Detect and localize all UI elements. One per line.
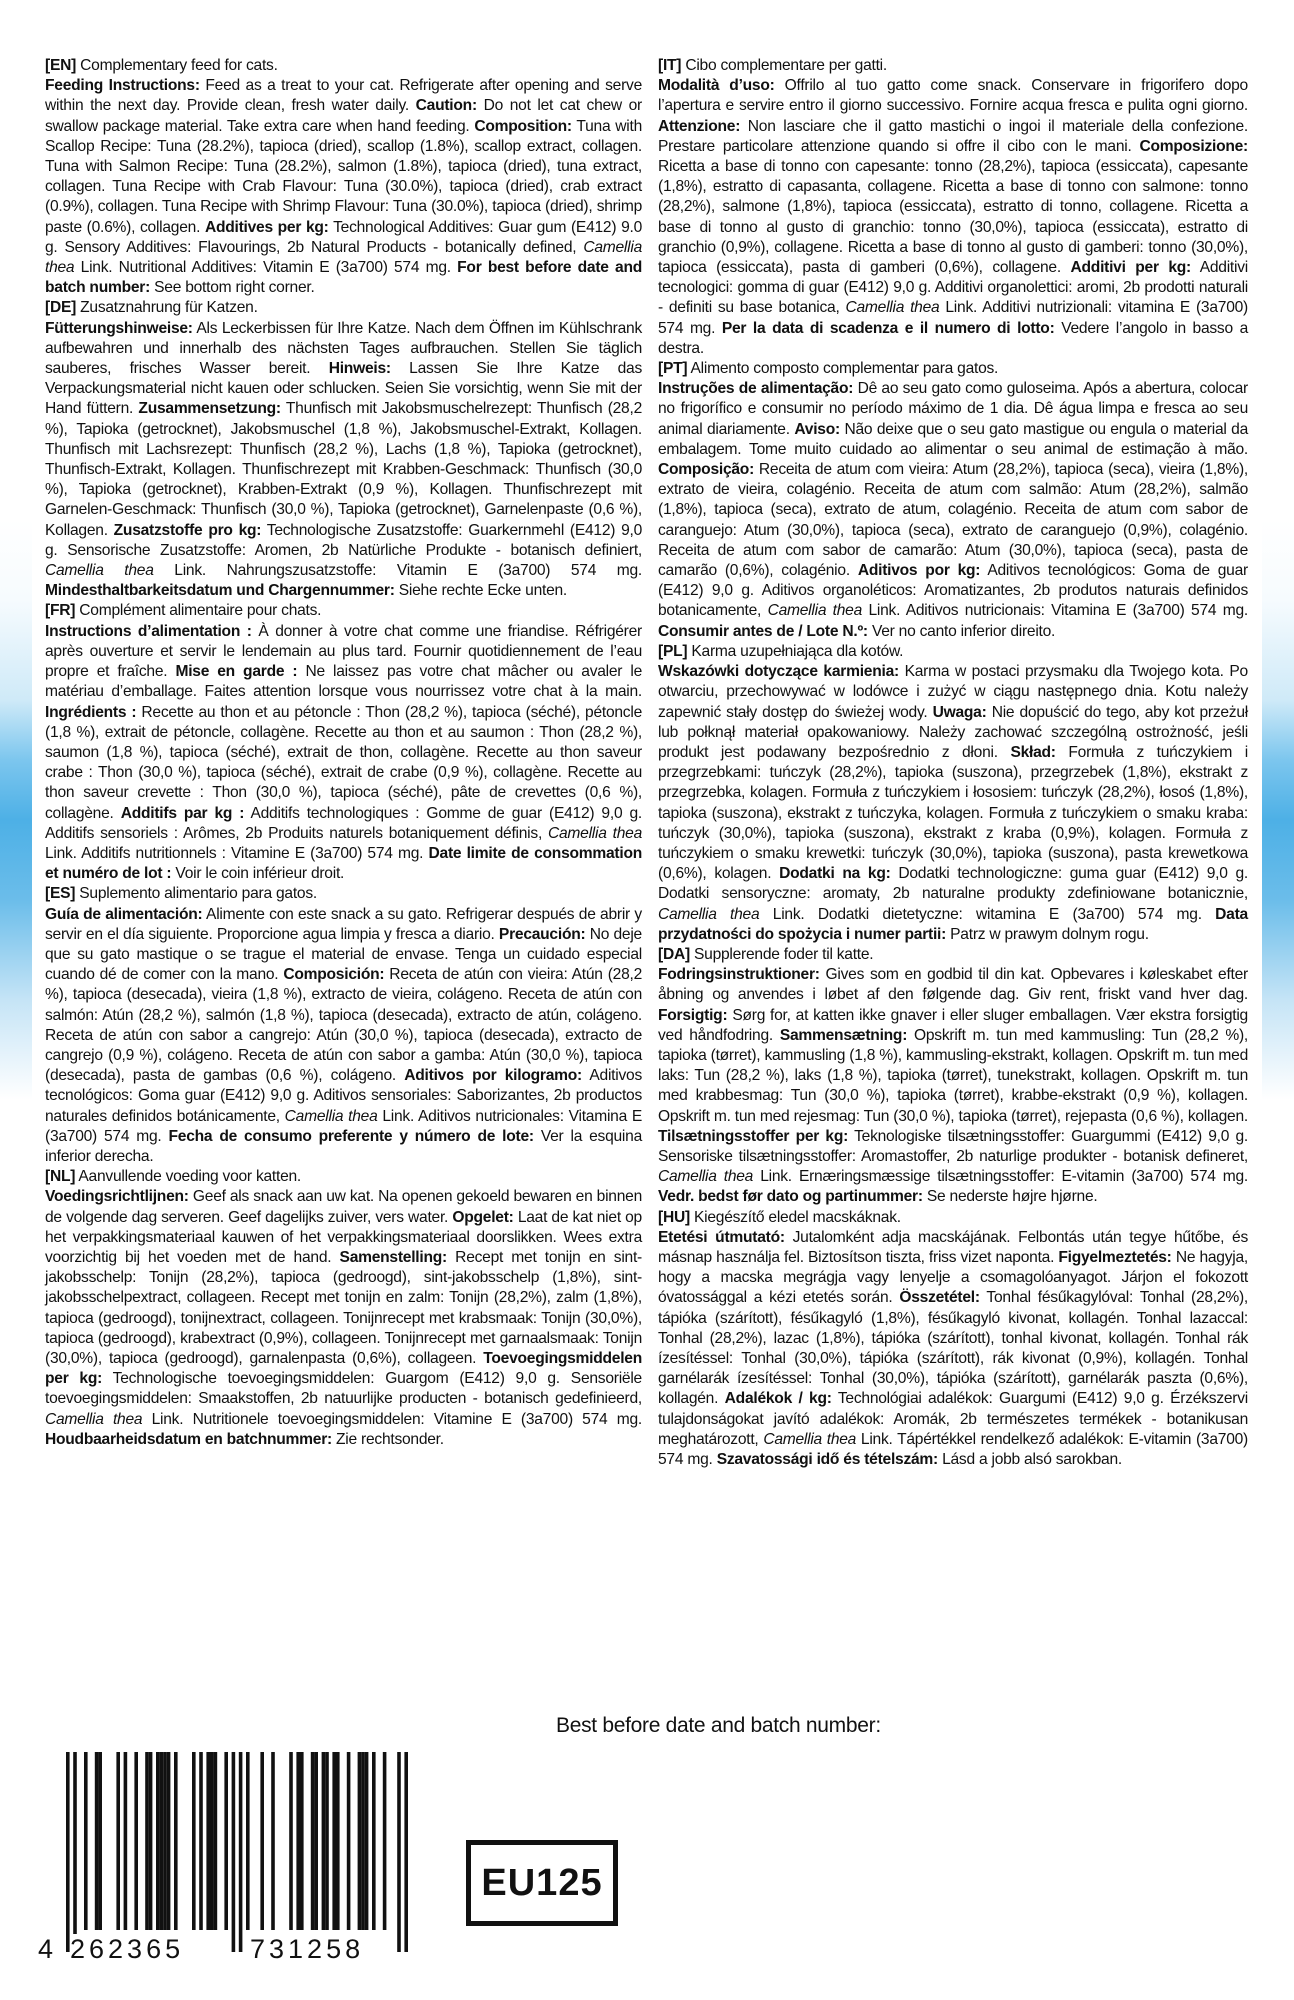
section-de-heading: Zusatzstoffe pro kg: [113,521,262,539]
section-fr [45,601,642,884]
section-es-text: Ver la esquina inferior derecha. [45,1127,642,1165]
section-pt-text: Não deixe que o seu gato mastigue ou engula o material da embalagem. Tome muito cuidado ao alimentar o seu animal de estimação à mão. [658,420,1248,458]
section-pl-heading: Uwaga: [932,703,987,721]
section-es-heading: Guía de alimentación: [45,905,203,923]
eu-code: EU125 [481,1861,603,1904]
section-da-text: Gives som en godbid til din kat. Opbevares i køleskabet efter åbning og anvendes i løbet af den følgende dag. Giv rent, friskt vand hver dag. [658,966,1248,1004]
section-es-heading: Precaución: [498,925,586,943]
section-hu-heading: Szavatossági idő és tételszám: [716,1451,938,1469]
section-it-text: Non lasciare che il gatto mastichi o ingoi il materiale della confezione. Prestare particolare attenzione quando si offre il cibo con le mani. [658,117,1248,155]
barcode-bar [358,1752,362,1930]
barcode-bar [214,1752,218,1930]
section-pt-heading: Aditivos por kg: [857,562,981,580]
barcode-bar [145,1752,149,1930]
section-de-text: Lassen Sie Ihre Katze das Verpackungsmaterial nicht kauen oder schlucken. Seien Sie vorsichtig, wenn Sie mit der Hand füttern. [45,360,643,418]
section-pl [658,642,1248,945]
section-nl-heading: Opgelet: [452,1208,514,1226]
barcode [36,1752,424,1962]
section-nl-heading: Toevoegingsmiddelen per kg: [45,1350,642,1388]
section-es-heading: [ES] [45,885,76,903]
section-de-text: Link. Nahrungszusatzstoffe: Vitamin E (3a700) 574 mg. [153,562,642,580]
section-pt-heading: Aviso: [794,420,840,438]
section-it-text: Offrilo al tuo gatto come snack. Conservare in frigorifero dopo l’apertura e servire entro il giorno successivo. Fornire acqua fresca e pulita ogni giorno. [658,77,1248,115]
section-nl-heading: Samenstelling: [339,1248,447,1266]
barcode-bars [36,1752,424,1962]
barcode-bar [246,1752,250,1930]
right-text-column [658,56,1248,1470]
section-nl-text: Technologische toevoegingsmiddelen: Guargom (E412) 9,0 g. Sensoriële toevoegingsmiddelen: Smaakstoffen, 2b natuurlijke producten - botanisch gedefinieerd, [45,1370,642,1408]
section-it-text: Ricetta a base di tonno con capesante: tonno (28,2%), tapioca (essiccata), capesante (1,8%), estratto di capasanta, collagene. Ricetta a base di tonno con salmone: tonno (28,2%), salmone (1,8%), tapioca (essiccata), estratto di tonno, collagene. Ricetta a base di tonno al gusto di granchio: tonno (30,0%), tapioca (essiccata), estratto di granchio (0,9%), collagene. Ricetta a base di tonno al gusto di gamberi: tonno (30,0%), tapioca (essiccata), pasta di gamberi (0,6%), collagene. [658,158,1248,277]
section-hu [658,1208,1248,1471]
section-hu-text: Jutalomként adja macskájának. Felbontás után tegye hűtőbe, és másnap használja fel. Biztosítson tiszta, friss vizet naponta. [658,1228,1248,1266]
left-text-column [45,56,642,1450]
species-name: Camellia thea [45,562,154,580]
section-pt-text: Link. Aditivos nutricionais: Vitamina E (3a700) 574 mg. [862,602,1248,620]
section-pl-text: Dodatki technologiczne: guma guar (E412) 9,0 g. Dodatki sensoryczne: aromaty, 2b naturalne produkty zdefiniowane botanicznie, [658,865,1248,903]
barcode-bar [224,1752,228,1930]
section-en-heading: Composition: [474,117,572,135]
section-es-text: Aditivos tecnológicos: Goma guar (E412) 9,0 g. Aditivos sensoriales: Saborizantes, 2b productos naturales definidos botánicamente, [45,1067,642,1125]
barcode-left-group: 262365 [70,1934,185,1964]
section-pl-heading: Dodatki na kg: [779,865,891,883]
section-pl-heading: [PL] [658,642,688,660]
section-fr-text: Voir le coin inférieur droit. [171,865,345,883]
barcode-bar [192,1752,196,1930]
section-en-text: See bottom right corner. [150,279,315,297]
section-nl-heading: [NL] [45,1168,76,1186]
section-da-heading: Tilsætningsstoffer per kg: [658,1127,849,1145]
species-name: Camellia thea [284,1107,378,1125]
section-da-heading: [DA] [658,945,690,963]
barcode-bar [271,1752,275,1930]
section-hu-heading: Összetétel: [899,1289,980,1307]
section-es-text: Receta de atún con vieira: Atún (28,2 %), tapioca (desecada), vieira (1,8 %), extracto de vieira, colágeno. Receta de atún con salmón: Atún (28,2 %), salmón (1,8 %), tapioca (desecada), extracto de atún, colágeno. Receta de atún con sabor a cangrejo: Atún (30,0 %), tapioca (desecada), extracto de cangrejo (0,9 %), colágeno. Receta de atún con sabor a gamba: Atún (30,0 %), tapioca (desecada), pasta de gambas (0,6 %), colágeno. [45,966,642,1085]
barcode-bar [361,1752,365,1930]
section-en-heading: Caution: [415,97,477,115]
section-fr-text: Ne laissez pas votre chat mâcher ou avaler le matériau d’emballage. Faites attention lorsque vous nourrissez votre chat à la main. [45,663,642,701]
section-pt-text: Alimento composto complementar para gatos. [687,360,999,378]
section-hu-text: Link. Tápértékkel rendelkező adalékok: E-vitamin (3a700) 574 mg. [658,1430,1248,1469]
section-it [658,56,1248,359]
section-nl-text: Aanvullende voeding voor katten. [75,1168,302,1186]
barcode-bar [372,1752,376,1930]
section-it-heading: [IT] [658,57,682,74]
section-en-heading: [EN] [45,57,77,74]
section-de-text: Thunfisch mit Jakobsmuschelrezept: Thunfisch (28,2 %), Tapioka (getrocknet), Jakobsmuschel (1,8 %), Jakobsmuschel-Extrakt, Kollagen. Thunfisch mit Lachsrezept: Thunfisch (28,2 %), Lachs (1,8 %), Tapioka (getrocknet), Thunfisch-Extrakt, Kollagen. Thunfischrezept mit Krabben-Geschmack: Thunfisch (30,0 %), Tapioka (getrocknet), Krabben-Extrakt (0,9 %), Kollagen. Thunfischrezept mit Garnelen-Geschmack: Thunfisch (30,0 %), Tapioka (getrocknet), Garnelenpaste (0,6 %), Kollagen. [45,400,642,539]
section-pl-heading: Wskazówki dotyczące karmienia: [658,663,899,681]
section-fr-text: Complément alimentaire pour chats. [75,602,322,620]
barcode-right-group: 731258 [250,1934,365,1964]
barcode-bar [311,1752,315,1930]
barcode-bar [336,1752,340,1930]
section-it-heading: Additivi per kg: [1070,259,1191,277]
barcode-bar [134,1752,138,1930]
section-pl-text: Karma uzupełniająca dla kotów. [687,642,904,660]
barcode-bar [156,1752,160,1930]
section-hu-heading: Etetési útmutató: [658,1228,785,1246]
barcode-bar [174,1752,178,1930]
section-es-text: Link. Aditivos nutricionales: Vitamina E (3a700) 574 mg. [45,1107,642,1145]
barcode-bar [347,1752,351,1930]
section-fr-heading: Instructions d’alimentation : [45,622,252,640]
section-es [45,884,642,1167]
best-before-label: Best before date and batch number: [556,1714,881,1737]
section-pt-text: Aditivos tecnológicos: Goma de guar (E412) 9,0 g. Aditivos organoléticos: Aromatizantes, 2b produtos naturais definidos botanicamente, [658,562,1248,620]
barcode-bar [163,1752,167,1930]
barcode-bar [289,1752,293,1930]
barcode-bar [199,1752,203,1930]
barcode-bar [300,1752,304,1930]
section-fr-heading: Ingrédients : [45,703,137,721]
section-pl-text: Formuła z tuńczykiem i przegrzebkami: tuńczyk (28,2%), tapioka (suszona), przegrzebek (1,8%), ekstrakt z przegrzebka, kolagen. Formuła z tuńczykiem i łososiem: tuńczyk (28,2%), łosoś (1,8%), tapioka (suszona), ekstrakt z tuńczyka, kolagen. Formuła z tuńczykiem o smaku kraba: tuńczyk (30,0%), tapioka (suszona), ekstrakt z kraba (0,9%), kolagen. Formuła z tuńczykiem o smaku krewetki: tuńczyk (30,0%), tapioka (suszona), pasta krewetkowa (0,6%), kolagen. [658,743,1248,883]
section-it-heading: Modalità d’uso: [658,77,775,95]
section-pl-text: Karma w postaci przysmaku dla Twojego kota. Po otwarciu, przechowywać w lodówce i zużyć w ciągu następnego dnia. Kotu należy zapewnić stały dostęp do świeżej wody. [658,663,1248,721]
section-pl-text: Link. Dodatki dietetyczne: witamina E (3a700) 574 mg. [759,905,1216,923]
section-de-heading: Mindesthaltbarkeitsdatum und Chargennummer: [45,582,395,600]
barcode-first-digit: 4 [38,1934,58,1964]
section-en [45,56,642,298]
barcode-bar [325,1752,329,1930]
section-da-text: Supplerende foder til katte. [689,945,874,963]
section-da-text: Sørg for, at katten ikke gnaver i eller sluger emballagen. Vær ekstra forsigtig ved håndfodring. [658,1006,1248,1044]
section-es-text: Suplemento alimentario para gatos. [75,885,317,903]
section-en-heading: Feeding Instructions: [45,77,200,95]
section-nl-text: Recept met tonijn en sint-jakobsschelp: Tonijn (28,2%), tapioca (gedroogd), sint-jakobsschelp (1,8%), sint-jakobsschelpextract, collageen. Recept met tonijn en zalm: Tonijn (28,2%), zalm (1,8%), tapioca (gedroogd), tonijnextract, collageen. Tonijnrecept met krabsmaak: Tonijn (30,0%), tapioca (gedroogd), krabextract (0,9%), collageen. Tonijnrecept met garnaalsmaak: Tonijn (30,0%), tapioca (gedroogd), garnalenpasta (0,6%), collageen. [45,1248,642,1367]
section-de-text: Als Leckerbissen für Ihre Katze. Nach dem Öffnen im Kühlschrank aufbewahren und innerhalb des nächsten Tages aufbrauchen. Stellen Sie täglich sauberes, frisches Wasser bereit. [45,319,642,378]
section-da-text: Se nederste højre hjørne. [922,1188,1098,1206]
barcode-bar [95,1752,99,1930]
section-it-text: Cibo complementare per gatti. [681,57,887,74]
section-pt-text: Dê ao seu gato como guloseima. Após a abertura, colocar no frigorífico e consumir no período máximo de 1 dia. Dê água limpa e fresca ao seu animal diariamente. [658,380,1248,438]
section-pt-heading: Instruções de alimentação: [658,380,854,398]
section-de-text: Siehe rechte Ecke unten. [394,582,568,600]
section-hu-text: Ne hagyja, hogy a macska megrágja vagy lenyelje a csomagolóanyagot. Járjon el fokozott óvatossággal a kézi etetés során. [658,1248,1248,1307]
section-pt-text: Ver no canto inferior direito. [867,622,1056,640]
section-pt-text: Receita de atum com vieira: Atum (28,2%), tapioca (seca), vieira (1,8%), extrato de vieira, colagénio. Receita de atum com salmão: Atum (28,2%), salmão (1,8%), tapioca (seca), extrato de atum, colagénio. Receita de atum com sabor de caranguejo: Atum (30,0%), tapioca (seca), extrato de caranguejo (0,9%), colagénio. Receita de atum com sabor de camarão: Atum (30,0%), tapioca (seca), pasta de camarão (0,6%), colagénio. [658,461,1248,580]
section-de-heading: Zusammensetzung: [138,400,281,418]
barcode-bar [232,1752,236,1952]
section-hu-text: Technológiai adalékok: Guargumi (E412) 9,0 g. Érzékszervi tulajdonságokat javító adalékok: Aromák, 2b természetes termékek - botanikusan meghatározott, [658,1390,1248,1448]
barcode-bar [404,1752,408,1952]
section-pl-text: Nie dopuścić do tego, aby kot przeżuł lub połknął materiał opakowaniowy. Należy zachować szczególną ostrożność, jeśli produkt jest podawany bezpośrednio z dłoni. [658,703,1248,761]
section-hu-heading: Adalékok / kg: [724,1390,832,1408]
section-nl-text: Zie rechtsonder. [331,1430,444,1448]
section-nl-text: Geef als snack aan uw kat. Na openen gekoeld bewaren en binnen de volgende dag serveren. Geef dagelijks zuiver, vers water. [45,1188,642,1226]
section-hu-text: Lásd a jobb alsó sarokban. [938,1451,1122,1469]
section-fr-heading: [FR] [45,602,76,620]
section-en-text: Feed as a treat to your cat. Refrigerate after opening and serve within the next day. Provide clean, fresh water daily. [45,77,643,115]
section-pl-heading: Data przydatności do spożycia i numer partii: [658,905,1248,943]
section-hu-heading: Figyelmeztetés: [1058,1248,1172,1266]
section-da-heading: Forsigtig: [658,1006,728,1024]
section-it-heading: Per la data di scadenza e il numero di lotto: [721,319,1055,337]
section-fr-text: Additifs technologiques : Gomme de guar (E412) 9,0 g. Additifs sensoriels : Arômes, 2b Produits naturels botaniquement définis, [45,804,642,842]
section-it-text: Link. Additivi nutrizionali: vitamina E (3a700) 574 mg. [658,299,1248,337]
section-nl-text: Laat de kat niet op het verpakkingsmateriaal kauwen of het verpakkingsmateriaal doorslikken. Wees extra voorzichtig bij het voeden met de hand. [45,1208,642,1266]
section-de-text: Technologische Zusatzstoffe: Guarkernmehl (E412) 9,0 g. Sensorische Zusatzstoffe: Aromen, 2b Natürliche Produkte - botanisch definiert, [45,521,643,559]
section-it-text: Additivi tecnologici: gomma di guar (E412) 9,0 g. Additivi organolettici: aromi, 2b prodotti naturali - definiti su base botanica, [658,259,1248,317]
section-da-text: Link. Ernæringsmæssige tilsætningsstoffer: E-vitamin (3a700) 574 mg. [753,1168,1248,1186]
species-name: Camellia thea [658,905,760,923]
section-pt-heading: Consumir antes de / Lote N.º: [658,622,868,640]
barcode-bar [66,1752,70,1952]
species-name: Camellia thea [763,1430,857,1448]
section-it-heading: Composizione: [1139,137,1248,155]
section-de-heading: [DE] [45,299,77,317]
section-pt-heading: Composição: [658,461,755,479]
species-name: Camellia thea [548,824,642,842]
section-it-text: Vedere l’angolo in basso a destra. [658,319,1248,357]
section-es-text: Alimente con este snack a su gato. Refrigerar después de abrir y servir en el día siguiente. Proporcione agua limpia y fresca a diario. [45,905,642,943]
section-pl-heading: Skład: [1010,743,1056,761]
section-hu-heading: [HU] [658,1208,690,1226]
barcode-bar [98,1752,102,1930]
barcode-bar [149,1752,153,1930]
section-fr-heading: Additifs par kg : [120,804,245,822]
section-de-heading: Fütterungshinweise: [45,319,193,337]
section-es-heading: Fecha de consumo preferente y número de lote: [168,1127,534,1145]
section-fr-text: Recette au thon et au pétoncle : Thon (28,2 %), tapioca (séché), pétoncle (1,8 %), extrait de pétoncle, collagène. Recette au thon et au saumon : Thon (28,2 %), saumon (1,8 %), tapioca (séché), extrait de thon, collagène. Recette au thon saveur crabe : Thon (30,0 %), tapioca (séché), extrait de crabe (0,9 %), collagène. Recette au thon saveur crevette : Thon (30,0 %), tapioca (séché), pâte de crevettes (0,6 %), collagène. [45,703,642,822]
section-da-heading: Sammensætning: [779,1026,908,1044]
section-de-heading: Hinweis: [328,360,391,378]
section-da-heading: Vedr. bedst før dato og partinummer: [658,1188,923,1206]
barcode-bar [314,1752,318,1930]
section-de [45,298,642,601]
section-hu-text: Kiegészítő eledel macskáknak. [689,1208,901,1226]
section-da-text: Opskrift m. tun med kammusling: Tun (28,2 %), tapioka (tørret), kammusling (1,8 %), kammusling-ekstrakt, kollagen. Opskrift m. tun med laks: Tun (28,2 %), laks (1,8 %), tapioka (tørret), tunekstrakt, kollagen. Opskrift m. tun med krabbesmag: Tun (30,0 %), tapioka (tørret), krabbe-ekstrakt (0,9 %), kollagen. Opskrift m. tun med rejesmag: Tun (30,0 %), tapioka (tørret), rejepasta (0,6 %), kollagen. [658,1026,1248,1125]
section-it-heading: Attenzione: [658,117,741,135]
barcode-bar [260,1752,264,1930]
section-en-heading: For best before date and batch number: [45,259,642,297]
barcode-bar [84,1752,88,1930]
section-fr-text: Link. Additifs nutritionnels : Vitamine E (3a700) 574 mg. [45,844,429,862]
species-name: Camellia thea [658,1168,754,1186]
section-pl-text: Patrz w prawym dolnym rogu. [946,925,1149,943]
section-en-text: Tuna with Scallop Recipe: Tuna (28.2%), tapioca (dried), scallop (1.8%), scallop extract, collagen. Tuna with Salmon Recipe: Tuna (28.2%), salmon (1.8%), tapioca (dried), tuna extract, collagen. Tuna Recipe with Crab Flavour: Tuna (30.0%), tapioca (dried), crab extract (0.9%), collagen. Tuna Recipe with Shrimp Flavour: Tuna (30.0%), tapioca (dried), shrimp paste (0.6%), collagen. [45,117,642,236]
barcode-bar [239,1752,243,1952]
section-da-heading: Fodringsinstruktioner: [658,966,820,984]
barcode-bar [365,1752,369,1930]
section-hu-text: Tonhal fésűkagylóval: Tonhal (28,2%), tápióka (szárított), fésűkagyló (1,8%), fésűkagyló kivonat, kollagén. Tonhal lazaccal: Tonhal (28,2%), lazac (1,8%), tápióka (szárított), tonhal kivonat, kollagén. Tonhal rák ízesítéssel: Tonhal (30,0%), tápióka (szárított), rák kivonat (0,9%), kollagén. Tonhal garnélarák ízesítéssel: Tonhal (30,0%), tápióka (szárított), garnélarák paszta (0,6%), kollagén. [658,1289,1248,1408]
section-de-text: Zusatznahrung für Katzen. [76,299,258,317]
section-fr-text: À donner à votre chat comme une friandise. Réfrigérer après ouverture et servir le lendemain au plus tard. Fournir quotidiennement de l’eau propre et fraîche. [45,622,642,681]
section-es-heading: Composición: [283,966,385,984]
barcode-bar [160,1752,164,1930]
eu-code-box [466,1840,618,1926]
barcode-bar [383,1752,387,1930]
section-fr-heading: Date limite de consommation et numéro de lot : [45,844,643,883]
barcode-bar [124,1752,128,1930]
barcode-bar [206,1752,210,1930]
barcode-bar [210,1752,214,1930]
barcode-bar [332,1752,336,1930]
barcode-bar [296,1752,300,1930]
barcode-bar [397,1752,401,1952]
section-en-text: Technological Additives: Guar gum (E412) 9.0 g. Sensory Additives: Flavourings, 2b Natural Products - botanically defined, [45,218,643,256]
barcode-bar [167,1752,171,1930]
barcode-bar [322,1752,326,1930]
section-pt-heading: [PT] [658,360,688,378]
section-en-text: Complementary feed for cats. [76,57,278,74]
label-panel [32,30,1262,1990]
barcode-bar [73,1752,77,1952]
section-en-text: Link. Nutritional Additives: Vitamin E (3a700) 574 mg. [74,259,458,277]
section-en-text: Do not let cat chew or swallow package material. Take extra care when hand feeding. [45,97,642,135]
section-es-text: No deje que su gato mastique o se trague el material de envase. Tenga un cuidado especial cuando dé de comer con la mano. [45,925,642,984]
section-da [658,945,1248,1208]
section-nl-text: Link. Nutritionele toevoegingsmiddelen: Vitamine E (3a700) 574 mg. [142,1410,642,1428]
section-nl [45,1167,642,1450]
section-pt [658,359,1248,642]
section-es-heading: Aditivos por kilogramo: [404,1067,582,1085]
barcode-bar [116,1752,120,1930]
section-en-heading: Additives per kg: [204,218,329,236]
section-fr-heading: Mise en garde : [175,663,298,681]
species-name: Camellia thea [45,1410,143,1428]
species-name: Camellia thea [767,602,863,620]
section-nl-heading: Voedingsrichtlijnen: [45,1188,189,1206]
species-name: Camellia thea [845,299,940,317]
section-da-text: Teknologiske tilsætningsstoffer: Guargummi (E412) 9,0 g. Sensoriske tilsætningsstoffer: Aromastoffer, 2b naturlige produkter - botanisk defineret, [658,1127,1249,1165]
section-nl-heading: Houdbaarheidsdatum en batchnummer: [45,1430,332,1448]
species-name: Camellia thea [45,238,642,277]
